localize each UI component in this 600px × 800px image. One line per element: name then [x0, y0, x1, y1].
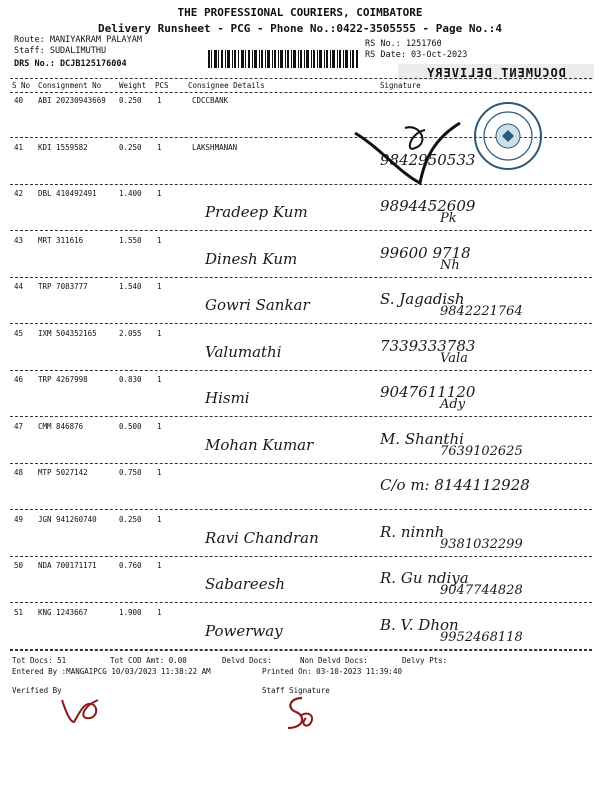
row-sno: 40	[14, 96, 24, 105]
row-handwritten-extra: 9381032299	[440, 537, 523, 552]
row-weight: 1.900	[119, 608, 142, 617]
delivery-points: Delvy Pts:	[402, 656, 448, 665]
row-pcs: 1	[157, 236, 162, 245]
row-pcs: 1	[157, 143, 162, 152]
row-sno: 42	[14, 189, 24, 198]
row-divider	[10, 509, 592, 510]
row-divider	[10, 602, 592, 603]
row-sno: 48	[14, 468, 24, 477]
row-divider	[10, 416, 592, 417]
col-consignment: Consignment No	[38, 81, 102, 90]
row-pcs: 1	[157, 561, 162, 570]
total-cod-amount: Tot COD Amt: 0.00	[110, 656, 187, 665]
row-handwritten-signature: 9894452609	[380, 197, 476, 215]
row-weight: 0.250	[119, 515, 142, 524]
drs-number: DRS No.: DCJB125176004	[14, 59, 127, 69]
verified-by-signature	[58, 692, 106, 728]
row-weight: 1.400	[119, 189, 142, 198]
row-pcs: 1	[157, 189, 162, 198]
postal-seal-stamp	[472, 100, 544, 172]
row-sno: 50	[14, 561, 24, 570]
row-sno: 47	[14, 422, 24, 431]
document-delivery-stamp: DOCUMENT DELIVERY	[426, 66, 566, 80]
row-pcs: 1	[157, 329, 162, 338]
row-divider	[10, 556, 592, 557]
row-divider	[10, 370, 592, 371]
entered-by: Entered By :MANGAIPCG 10/03/2023 11:38:22 AM	[12, 667, 211, 676]
col-pcs: PCS	[155, 81, 169, 90]
row-pcs: 1	[157, 422, 162, 431]
non-delivered-docs: Non Delvd Docs:	[300, 656, 368, 665]
row-handwritten-extra: 9842221764	[440, 304, 523, 319]
staff-signature-mark	[276, 694, 322, 734]
total-docs: Tot Docs: 51	[12, 656, 67, 665]
company-title: THE PROFESSIONAL COURIERS, COIMBATORE	[177, 6, 423, 19]
row-handwritten-name: Hismi	[205, 389, 250, 407]
runsheet-subtitle: Delivery Runsheet - PCG - Phone No.:0422-3505555 - Page No.:4	[98, 22, 502, 35]
row-pcs: 1	[157, 468, 162, 477]
row-consignment-no: NDA 700171171	[38, 561, 97, 570]
row-sno: 41	[14, 143, 24, 152]
row-consignment-no: CMM 846876	[38, 422, 84, 431]
row-handwritten-signature: 9842950533	[380, 151, 476, 169]
row-consignee: CDCCBANK	[192, 96, 229, 105]
row-handwritten-name: Dinesh Kum	[205, 250, 298, 268]
row-handwritten-extra: 7639102625	[440, 444, 523, 459]
row-divider	[10, 463, 592, 464]
row-handwritten-signature: R. ninnh	[380, 523, 445, 541]
row-handwritten-signature: C/o m: 8144112928	[380, 476, 530, 494]
row-consignee: LAKSHMANAN	[192, 143, 238, 152]
row-consignment-no: MRT 311616	[38, 236, 84, 245]
row-sno: 51	[14, 608, 24, 617]
row-weight: 0.750	[119, 468, 142, 477]
row-handwritten-signature: R. Gu ndiya	[380, 569, 469, 587]
row-handwritten-name: Valumathi	[205, 343, 282, 361]
row-handwritten-extra: 9047744828	[440, 583, 523, 598]
row-weight: 2.055	[119, 329, 142, 338]
row-pcs: 1	[157, 515, 162, 524]
rs-date: RS Date: 03-Oct-2023	[365, 50, 468, 60]
row-handwritten-extra: Vala	[440, 351, 468, 366]
row-consignment-no: MTP 5027142	[38, 468, 88, 477]
row-sno: 44	[14, 282, 24, 291]
signature-scribble	[350, 118, 470, 188]
row-consignment-no: TRP 4267998	[38, 375, 88, 384]
row-pcs: 1	[157, 608, 162, 617]
footer-divider	[10, 650, 592, 651]
row-sno: 49	[14, 515, 24, 524]
row-pcs: 1	[157, 96, 162, 105]
row-handwritten-signature: 9047611120	[380, 383, 476, 401]
row-weight: 0.830	[119, 375, 142, 384]
row-handwritten-name: Sabareesh	[205, 575, 286, 593]
staff-signature-label: Staff Signature	[262, 686, 330, 695]
row-divider	[10, 184, 592, 185]
col-weight: Weight	[119, 81, 147, 90]
row-handwritten-extra: 9952468118	[440, 630, 523, 645]
row-handwritten-signature: B. V. Dhon	[380, 616, 459, 634]
row-sno: 45	[14, 329, 24, 338]
row-handwritten-name: Mohan Kumar	[205, 436, 314, 454]
row-handwritten-signature: 99600 9718	[380, 244, 471, 262]
row-handwritten-signature: S. Jagadish	[380, 290, 465, 308]
row-divider	[10, 230, 592, 231]
route-label: Route: MANIYAKRAM PALAYAM	[14, 35, 142, 45]
row-weight: 0.760	[119, 561, 142, 570]
delivered-docs: Delvd Docs:	[222, 656, 272, 665]
row-handwritten-name: Powerway	[205, 622, 283, 640]
header-divider-bottom	[10, 92, 592, 93]
header-divider-top	[10, 78, 592, 79]
row-weight: 0.500	[119, 422, 142, 431]
staff-label: Staff: SUDALIMUTHU	[14, 46, 107, 56]
row-consignment-no: DBL 410492491	[38, 189, 97, 198]
row-divider	[10, 323, 592, 324]
row-divider	[10, 277, 592, 278]
row-consignment-no: KDI 1559582	[38, 143, 88, 152]
barcode	[208, 50, 358, 68]
row-pcs: 1	[157, 375, 162, 384]
row-handwritten-extra: Nh	[440, 258, 460, 273]
row-handwritten-signature: 7339333783	[380, 337, 476, 355]
row-consignment-no: JGN 941260740	[38, 515, 97, 524]
row-weight: 0.250	[119, 96, 142, 105]
printed-on: Printed On: 03-10-2023 11:39:40	[262, 667, 402, 676]
row-sno: 43	[14, 236, 24, 245]
row-consignment-no: TRP 7083777	[38, 282, 88, 291]
row-handwritten-name: Ravi Chandran	[205, 529, 319, 547]
row-handwritten-name: Gowri Sankar	[205, 296, 310, 314]
row-handwritten-extra: Ady	[440, 397, 466, 412]
col-consignee: Consignee Details	[188, 81, 265, 90]
row-weight: 1.540	[119, 282, 142, 291]
col-signature: Signature	[380, 81, 421, 90]
row-weight: 1.550	[119, 236, 142, 245]
row-handwritten-signature: M. Shanthi	[380, 430, 464, 448]
row-consignment-no: KNG 1243667	[38, 608, 88, 617]
row-consignment-no: ABI 20230943669	[38, 96, 106, 105]
row-pcs: 1	[157, 282, 162, 291]
verified-by-label: Verified By	[12, 686, 62, 695]
rs-number: RS No.: 1251760	[365, 39, 442, 49]
row-handwritten-name: Pradeep Kum	[205, 203, 308, 221]
row-weight: 0.250	[119, 143, 142, 152]
row-sno: 46	[14, 375, 24, 384]
row-consignment-no: IXM 504352165	[38, 329, 97, 338]
row-handwritten-extra: Pk	[440, 211, 457, 226]
col-sno: S No	[12, 81, 31, 90]
